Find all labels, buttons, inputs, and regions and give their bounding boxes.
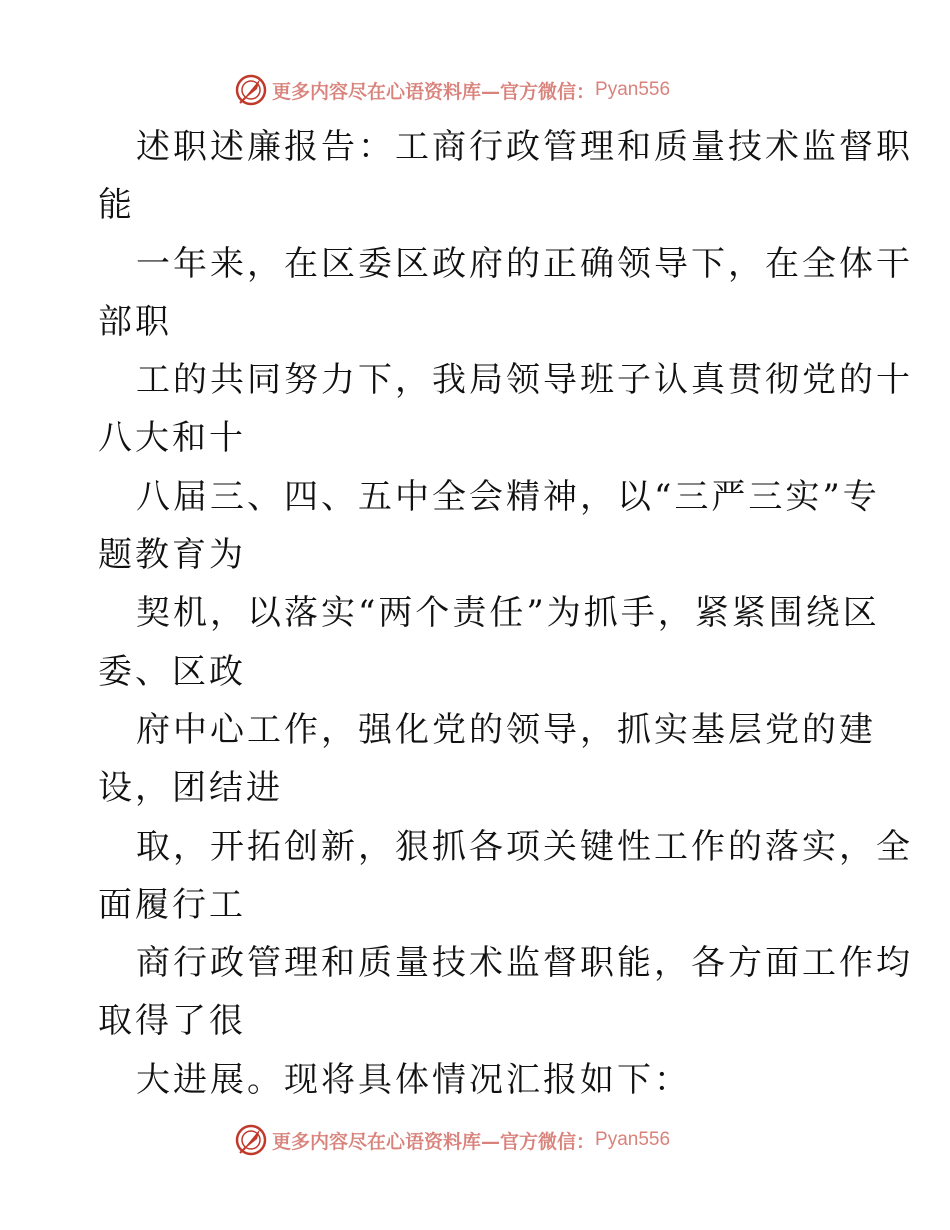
text-line: 大进展。现将具体情况汇报如下： bbox=[136, 1059, 691, 1100]
text-line: 能 bbox=[98, 185, 135, 226]
text-line: 商行政管理和质量技术监督职能，各方面工作均 bbox=[136, 943, 913, 984]
text-line: 府中心工作，强化党的领导，抓实基层党的建 bbox=[136, 709, 876, 750]
watermark-text: 更多内容尽在心语资料库—官方微信： bbox=[272, 80, 596, 103]
quill-logo-icon bbox=[234, 73, 268, 107]
watermark-handle: Pyan556 bbox=[595, 1129, 671, 1150]
text-line: 面履行工 bbox=[98, 884, 246, 925]
watermark-handle: Pyan556 bbox=[595, 79, 671, 100]
text-line: 工的共同努力下，我局领导班子认真贯彻党的十 bbox=[136, 360, 913, 401]
text-line: 述职述廉报告：工商行政管理和质量技术监督职 bbox=[136, 127, 913, 167]
text-line: 八届三、四、五中全会精神，以“三严三实”专 bbox=[136, 476, 880, 517]
footer-watermark bbox=[234, 1122, 670, 1158]
text-line: 委、区政 bbox=[98, 651, 246, 692]
text-line: 取得了很 bbox=[98, 1001, 246, 1042]
text-line: 八大和十 bbox=[98, 418, 246, 459]
document-body bbox=[98, 118, 913, 1109]
text-line: 部职 bbox=[98, 301, 172, 342]
header-watermark bbox=[234, 72, 670, 108]
quill-logo-icon bbox=[234, 1123, 268, 1157]
text-line: 设，团结进 bbox=[98, 768, 283, 809]
text-line: 取，开拓创新，狠抓各项关键性工作的落实，全 bbox=[136, 826, 913, 867]
text-line: 题教育为 bbox=[98, 535, 246, 576]
watermark-text: 更多内容尽在心语资料库—官方微信： bbox=[272, 1130, 596, 1153]
text-line: 一年来，在区委区政府的正确领导下，在全体干 bbox=[136, 243, 913, 284]
text-line: 契机，以落实“两个责任”为抓手，紧紧围绕区 bbox=[136, 593, 880, 634]
